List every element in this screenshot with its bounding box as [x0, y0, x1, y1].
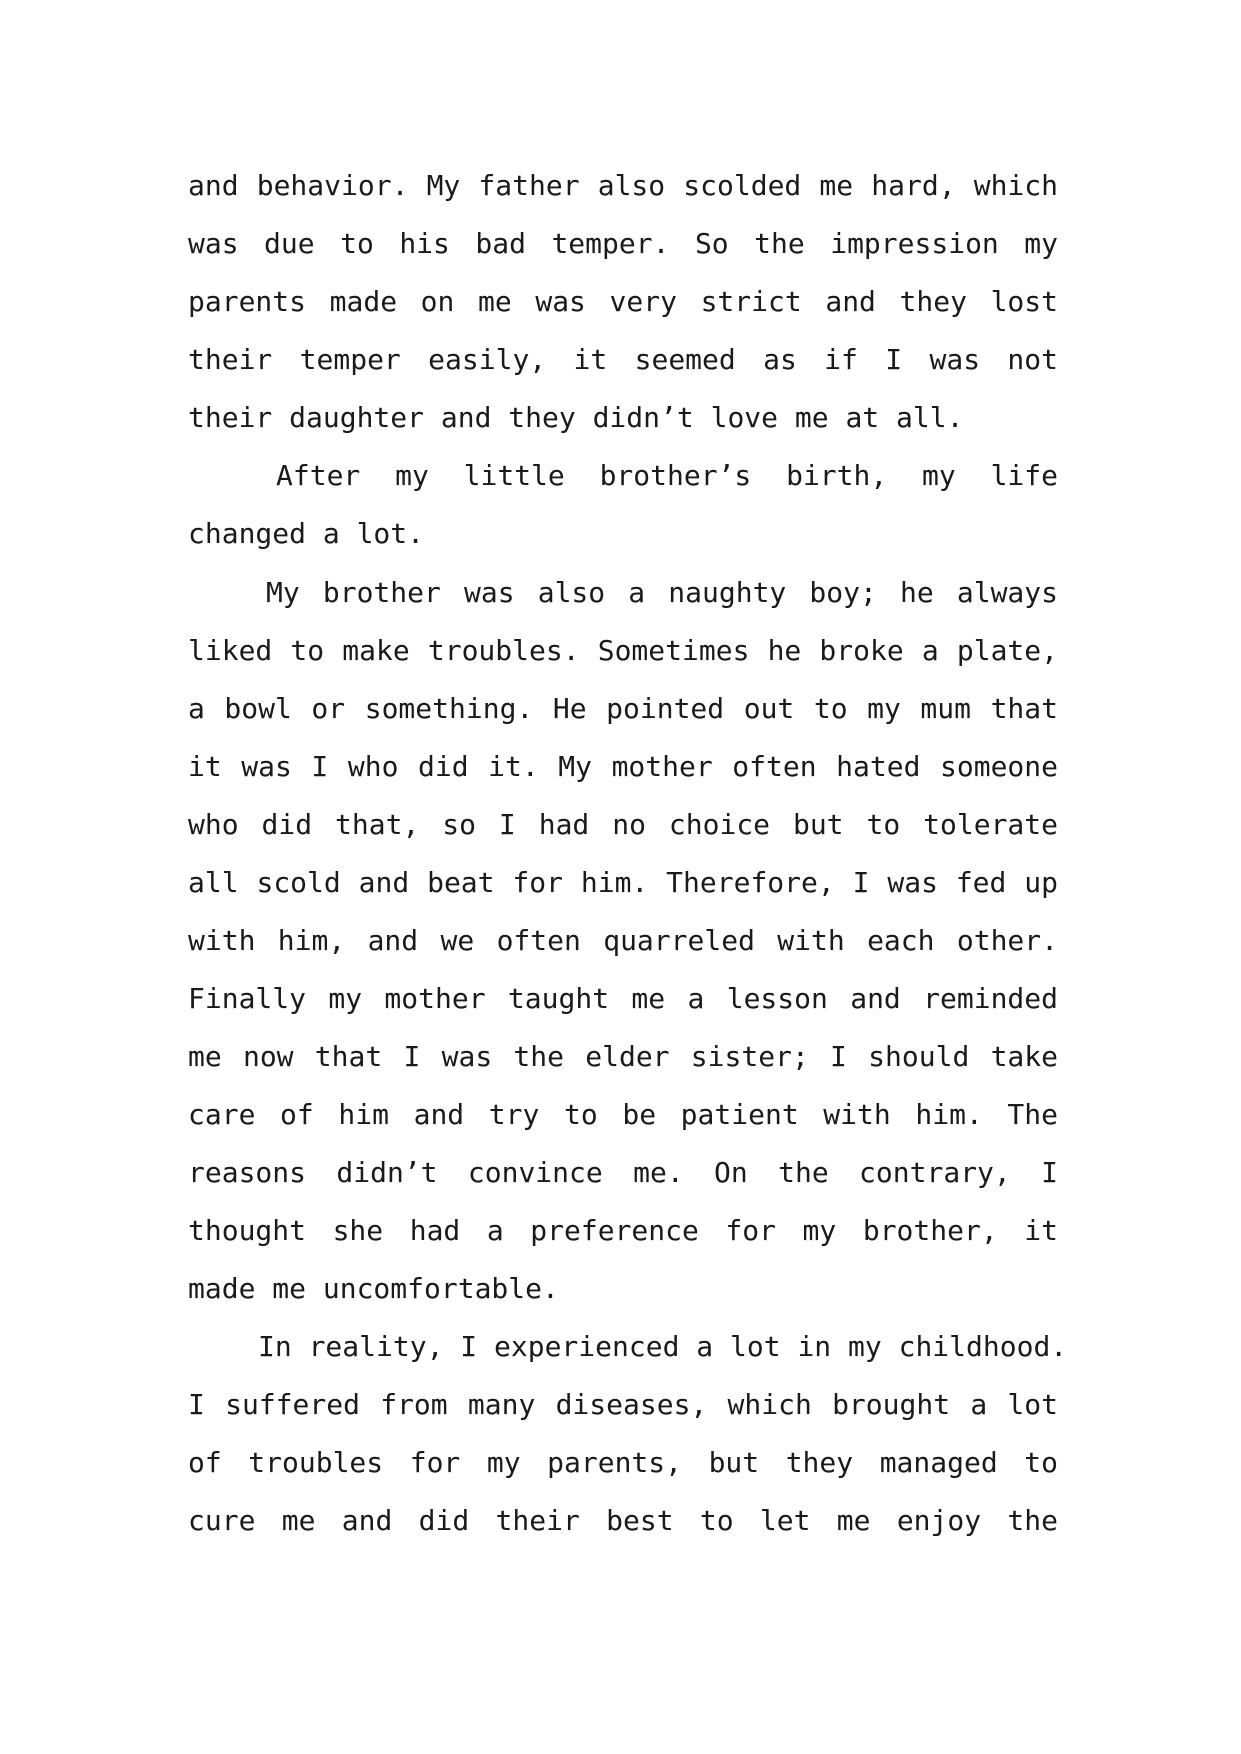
text-line: Finally my mother taught me a lesson and reminded [188, 982, 1058, 1015]
text-line: made me uncomfortable. [188, 1272, 559, 1305]
text-line: it was I who did it. My mother often hated someone [188, 750, 1058, 783]
paragraph-first-line: After my little brother’s birth, my life [276, 459, 1058, 492]
text-line: a bowl or something. He pointed out to my mum that [188, 692, 1058, 725]
text-line: thought she had a preference for my brother, it [188, 1214, 1058, 1247]
text-line: their temper easily, it seemed as if I was not [188, 343, 1058, 376]
text-line: I suffered from many diseases, which brought a lot [188, 1388, 1058, 1421]
text-line: their daughter and they didn’t love me at all. [188, 401, 964, 434]
text-line: who did that, so I had no choice but to tolerate [188, 808, 1058, 841]
text-line: reasons didn’t convince me. On the contrary, I [188, 1156, 1058, 1189]
text-line: with him, and we often quarreled with each other. [188, 924, 1058, 957]
text-line: liked to make troubles. Sometimes he broke a plate, [188, 634, 1058, 667]
text-line: changed a lot. [188, 517, 425, 550]
text-line: me now that I was the elder sister; I should take [188, 1040, 1058, 1073]
text-line: care of him and try to be patient with him. The [188, 1098, 1058, 1131]
text-line: was due to his bad temper. So the impression my [188, 227, 1058, 260]
text-line: parents made on me was very strict and they lost [188, 285, 1058, 318]
paragraph-first-line: In reality, I experienced a lot in my childhood. [258, 1330, 1068, 1363]
text-line: of troubles for my parents, but they managed to [188, 1446, 1058, 1479]
text-line: cure me and did their best to let me enjoy the [188, 1504, 1058, 1537]
paragraph-first-line: My brother was also a naughty boy; he always [266, 576, 1058, 609]
text-line: all scold and beat for him. Therefore, I was fed up [188, 866, 1058, 899]
text-line: and behavior. My father also scolded me hard, which [188, 169, 1058, 202]
